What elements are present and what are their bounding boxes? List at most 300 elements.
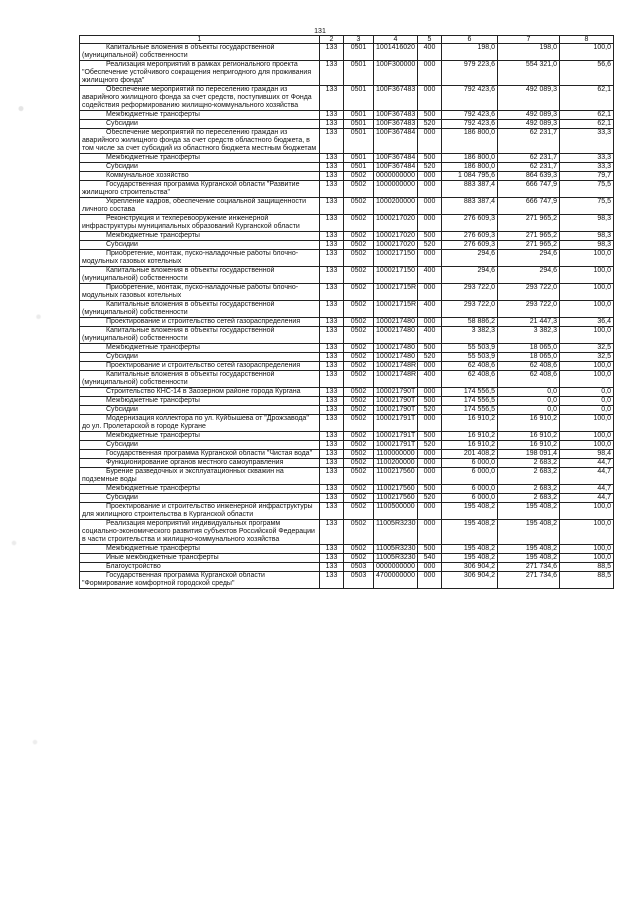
table-row <box>80 572 614 589</box>
header-cell: 8 <box>560 36 614 44</box>
table-row <box>80 415 614 432</box>
expense-type-cell: 400 <box>418 44 442 61</box>
admin-code-cell: 133 <box>320 520 344 545</box>
percent-cell: 56,6 <box>560 61 614 86</box>
row-name-cell: Субсидии <box>80 406 320 415</box>
section-code-cell: 0502 <box>344 388 374 397</box>
plan-amount-cell: 6 000,0 <box>442 468 498 485</box>
target-code-cell: 0000000000 <box>374 563 418 572</box>
plan-amount-cell: 16 910,2 <box>442 415 498 432</box>
percent-cell: 0,0 <box>560 406 614 415</box>
target-code-cell: 1000000000 <box>374 181 418 198</box>
section-code-cell: 0502 <box>344 406 374 415</box>
fact-amount-cell: 198,0 <box>498 44 560 61</box>
expense-type-cell: 520 <box>418 441 442 450</box>
header-cell: 2 <box>320 36 344 44</box>
admin-code-cell: 133 <box>320 241 344 250</box>
percent-cell: 44,7 <box>560 459 614 468</box>
expense-type-cell: 500 <box>418 111 442 120</box>
row-name-cell: Субсидии <box>80 163 320 172</box>
fact-amount-cell: 62 408,6 <box>498 362 560 371</box>
table-row <box>80 459 614 468</box>
admin-code-cell: 133 <box>320 545 344 554</box>
percent-cell: 44,7 <box>560 485 614 494</box>
section-code-cell: 0501 <box>344 86 374 111</box>
header-row <box>80 36 614 44</box>
fact-amount-cell: 62 231,7 <box>498 129 560 154</box>
expense-type-cell: 000 <box>418 198 442 215</box>
plan-amount-cell: 174 556,5 <box>442 406 498 415</box>
fact-amount-cell: 2 683,2 <box>498 494 560 503</box>
plan-amount-cell: 3 382,3 <box>442 327 498 344</box>
fact-amount-cell: 271 965,2 <box>498 232 560 241</box>
table-row <box>80 520 614 545</box>
table-row <box>80 503 614 520</box>
fact-amount-cell: 2 683,2 <box>498 468 560 485</box>
table-row <box>80 485 614 494</box>
section-code-cell: 0501 <box>344 44 374 61</box>
section-code-cell: 0502 <box>344 267 374 284</box>
section-code-cell: 0502 <box>344 301 374 318</box>
percent-cell: 62,1 <box>560 111 614 120</box>
expense-type-cell: 000 <box>418 61 442 86</box>
table-row <box>80 327 614 344</box>
admin-code-cell: 133 <box>320 172 344 181</box>
fact-amount-cell: 195 408,2 <box>498 545 560 554</box>
fact-amount-cell: 16 910,2 <box>498 432 560 441</box>
admin-code-cell: 133 <box>320 344 344 353</box>
section-code-cell: 0502 <box>344 284 374 301</box>
plan-amount-cell: 62 408,6 <box>442 371 498 388</box>
row-name-cell: Коммунальное хозяйство <box>80 172 320 181</box>
target-code-cell: 1000217020 <box>374 232 418 241</box>
plan-amount-cell: 1 084 795,6 <box>442 172 498 181</box>
target-code-cell: 1100217560 <box>374 485 418 494</box>
percent-cell: 88,5 <box>560 572 614 589</box>
expense-type-cell: 400 <box>418 267 442 284</box>
expense-type-cell: 000 <box>418 503 442 520</box>
fact-amount-cell: 195 408,2 <box>498 520 560 545</box>
table-row <box>80 362 614 371</box>
percent-cell: 100,0 <box>560 371 614 388</box>
section-code-cell: 0502 <box>344 344 374 353</box>
fact-amount-cell: 0,0 <box>498 388 560 397</box>
target-code-cell: 100F367484 <box>374 163 418 172</box>
row-name-cell: Капитальные вложения в объекты государственной (муниципальной) собственности <box>80 267 320 284</box>
admin-code-cell: 133 <box>320 86 344 111</box>
table-row <box>80 301 614 318</box>
expense-type-cell: 520 <box>418 494 442 503</box>
expense-type-cell: 400 <box>418 371 442 388</box>
plan-amount-cell: 195 408,2 <box>442 545 498 554</box>
admin-code-cell: 133 <box>320 441 344 450</box>
target-code-cell: 100021715R <box>374 284 418 301</box>
row-name-cell: Субсидии <box>80 441 320 450</box>
row-name-cell: Межбюджетные трансферты <box>80 432 320 441</box>
target-code-cell: 100021790T <box>374 397 418 406</box>
expense-type-cell: 540 <box>418 554 442 563</box>
row-name-cell: Функционирование органов местного самоуправления <box>80 459 320 468</box>
target-code-cell: 100021748R <box>374 371 418 388</box>
header-cell: 6 <box>442 36 498 44</box>
row-name-cell: Капитальные вложения в объекты государственной (муниципальной) собственности <box>80 327 320 344</box>
expense-type-cell: 000 <box>418 415 442 432</box>
fact-amount-cell: 62 231,7 <box>498 154 560 163</box>
section-code-cell: 0502 <box>344 441 374 450</box>
table-row <box>80 468 614 485</box>
target-code-cell: 1000200000 <box>374 198 418 215</box>
admin-code-cell: 133 <box>320 198 344 215</box>
expense-type-cell: 000 <box>418 172 442 181</box>
table-row <box>80 563 614 572</box>
percent-cell: 33,3 <box>560 129 614 154</box>
expense-type-cell: 520 <box>418 120 442 129</box>
expense-type-cell: 000 <box>418 284 442 301</box>
percent-cell: 32,5 <box>560 353 614 362</box>
percent-cell: 79,7 <box>560 172 614 181</box>
percent-cell: 100,0 <box>560 441 614 450</box>
scan-noise <box>0 0 70 905</box>
section-code-cell: 0503 <box>344 572 374 589</box>
plan-amount-cell: 201 408,2 <box>442 450 498 459</box>
table-row <box>80 267 614 284</box>
row-name-cell: Капитальные вложения в объекты государственной (муниципальной) собственности <box>80 44 320 61</box>
percent-cell: 100,0 <box>560 554 614 563</box>
expense-type-cell: 000 <box>418 215 442 232</box>
admin-code-cell: 133 <box>320 432 344 441</box>
admin-code-cell: 133 <box>320 250 344 267</box>
percent-cell: 100,0 <box>560 267 614 284</box>
plan-amount-cell: 16 910,2 <box>442 432 498 441</box>
plan-amount-cell: 276 609,3 <box>442 215 498 232</box>
fact-amount-cell: 62 408,6 <box>498 371 560 388</box>
admin-code-cell: 133 <box>320 301 344 318</box>
expense-type-cell: 500 <box>418 397 442 406</box>
row-name-cell: Благоустройство <box>80 563 320 572</box>
target-code-cell: 1000217480 <box>374 344 418 353</box>
target-code-cell: 1001416020 <box>374 44 418 61</box>
plan-amount-cell: 293 722,0 <box>442 284 498 301</box>
target-code-cell: 100F367483 <box>374 86 418 111</box>
expense-type-cell: 000 <box>418 86 442 111</box>
plan-amount-cell: 6 000,0 <box>442 485 498 494</box>
fact-amount-cell: 18 065,0 <box>498 344 560 353</box>
admin-code-cell: 133 <box>320 459 344 468</box>
plan-amount-cell: 186 800,0 <box>442 129 498 154</box>
percent-cell: 100,0 <box>560 415 614 432</box>
fact-amount-cell: 3 382,3 <box>498 327 560 344</box>
plan-amount-cell: 979 223,6 <box>442 61 498 86</box>
plan-amount-cell: 186 800,0 <box>442 154 498 163</box>
table-row <box>80 129 614 154</box>
target-code-cell: 1100217560 <box>374 494 418 503</box>
row-name-cell: Межбюджетные трансферты <box>80 344 320 353</box>
table-row <box>80 284 614 301</box>
table-row <box>80 163 614 172</box>
row-name-cell: Субсидии <box>80 353 320 362</box>
row-name-cell: Межбюджетные трансферты <box>80 397 320 406</box>
section-code-cell: 0502 <box>344 545 374 554</box>
plan-amount-cell: 174 556,5 <box>442 397 498 406</box>
expense-type-cell: 500 <box>418 232 442 241</box>
plan-amount-cell: 294,6 <box>442 250 498 267</box>
expense-type-cell: 000 <box>418 250 442 267</box>
target-code-cell: 100F300000 <box>374 61 418 86</box>
fact-amount-cell: 0,0 <box>498 397 560 406</box>
target-code-cell: 1000217480 <box>374 327 418 344</box>
table-row <box>80 545 614 554</box>
percent-cell: 100,0 <box>560 545 614 554</box>
table-row <box>80 432 614 441</box>
target-code-cell: 1000217480 <box>374 353 418 362</box>
fact-amount-cell: 492 089,3 <box>498 86 560 111</box>
plan-amount-cell: 792 423,6 <box>442 86 498 111</box>
fact-amount-cell: 294,6 <box>498 267 560 284</box>
percent-cell: 32,5 <box>560 344 614 353</box>
target-code-cell: 1000217020 <box>374 215 418 232</box>
admin-code-cell: 133 <box>320 362 344 371</box>
row-name-cell: Субсидии <box>80 241 320 250</box>
target-code-cell: 1000217020 <box>374 241 418 250</box>
expense-type-cell: 520 <box>418 353 442 362</box>
expense-type-cell: 000 <box>418 468 442 485</box>
fact-amount-cell: 195 408,2 <box>498 554 560 563</box>
plan-amount-cell: 58 886,2 <box>442 318 498 327</box>
row-name-cell: Обеспечение мероприятий по переселению граждан из аварийного жилищного фонда за счет средств областного бюджета, в том числе за счет субсидий из областного бюджета местным бюджетам <box>80 129 320 154</box>
plan-amount-cell: 883 387,4 <box>442 198 498 215</box>
plan-amount-cell: 62 408,6 <box>442 362 498 371</box>
admin-code-cell: 133 <box>320 154 344 163</box>
fact-amount-cell: 271 965,2 <box>498 241 560 250</box>
plan-amount-cell: 195 408,2 <box>442 503 498 520</box>
section-code-cell: 0502 <box>344 250 374 267</box>
header-cell: 1 <box>80 36 320 44</box>
plan-amount-cell: 792 423,6 <box>442 111 498 120</box>
budget-table <box>79 35 614 589</box>
header-cell: 4 <box>374 36 418 44</box>
section-code-cell: 0502 <box>344 172 374 181</box>
percent-cell: 98,3 <box>560 215 614 232</box>
plan-amount-cell: 883 387,4 <box>442 181 498 198</box>
expense-type-cell: 500 <box>418 432 442 441</box>
percent-cell: 100,0 <box>560 250 614 267</box>
section-code-cell: 0503 <box>344 563 374 572</box>
percent-cell: 100,0 <box>560 520 614 545</box>
row-name-cell: Межбюджетные трансферты <box>80 154 320 163</box>
percent-cell: 100,0 <box>560 44 614 61</box>
row-name-cell: Обеспечение мероприятий по переселению граждан из аварийного жилищного фонда за счет средств, поступивших от Фонда содействия реформированию жилищно-коммунального хозяйства <box>80 86 320 111</box>
section-code-cell: 0502 <box>344 327 374 344</box>
percent-cell: 44,7 <box>560 468 614 485</box>
admin-code-cell: 133 <box>320 450 344 459</box>
plan-amount-cell: 6 000,0 <box>442 459 498 468</box>
percent-cell: 100,0 <box>560 301 614 318</box>
percent-cell: 100,0 <box>560 284 614 301</box>
table-row <box>80 554 614 563</box>
fact-amount-cell: 666 747,9 <box>498 198 560 215</box>
expense-type-cell: 000 <box>418 318 442 327</box>
row-name-cell: Приобретение, монтаж, пуско-наладочные работы блочно-модульных газовых котельных <box>80 250 320 267</box>
admin-code-cell: 133 <box>320 111 344 120</box>
admin-code-cell: 133 <box>320 371 344 388</box>
fact-amount-cell: 21 447,3 <box>498 318 560 327</box>
target-code-cell: 100021790T <box>374 406 418 415</box>
row-name-cell: Иные межбюджетные трансферты <box>80 554 320 563</box>
table-row <box>80 353 614 362</box>
fact-amount-cell: 294,6 <box>498 250 560 267</box>
target-code-cell: 11005R3230 <box>374 554 418 563</box>
plan-amount-cell: 195 408,2 <box>442 554 498 563</box>
plan-amount-cell: 55 503,9 <box>442 344 498 353</box>
target-code-cell: 1000217150 <box>374 250 418 267</box>
section-code-cell: 0502 <box>344 198 374 215</box>
target-code-cell: 1000217150 <box>374 267 418 284</box>
plan-amount-cell: 198,0 <box>442 44 498 61</box>
admin-code-cell: 133 <box>320 388 344 397</box>
expense-type-cell: 000 <box>418 520 442 545</box>
plan-amount-cell: 195 408,2 <box>442 520 498 545</box>
section-code-cell: 0502 <box>344 520 374 545</box>
section-code-cell: 0502 <box>344 241 374 250</box>
table-row <box>80 232 614 241</box>
section-code-cell: 0501 <box>344 154 374 163</box>
table-row <box>80 86 614 111</box>
plan-amount-cell: 792 423,6 <box>442 120 498 129</box>
table-row <box>80 172 614 181</box>
table-row <box>80 450 614 459</box>
section-code-cell: 0502 <box>344 459 374 468</box>
section-code-cell: 0501 <box>344 163 374 172</box>
admin-code-cell: 133 <box>320 503 344 520</box>
page-number: 131 <box>314 28 326 35</box>
admin-code-cell: 133 <box>320 485 344 494</box>
row-name-cell: Модернизация коллектора по ул. Куйбышева от "Дрожзавода" до ул. Пролетарской в городе Кургане <box>80 415 320 432</box>
admin-code-cell: 133 <box>320 61 344 86</box>
expense-type-cell: 000 <box>418 388 442 397</box>
expense-type-cell: 500 <box>418 154 442 163</box>
expense-type-cell: 000 <box>418 563 442 572</box>
fact-amount-cell: 492 089,3 <box>498 111 560 120</box>
target-code-cell: 100021748R <box>374 362 418 371</box>
admin-code-cell: 133 <box>320 120 344 129</box>
target-code-cell: 100F367483 <box>374 111 418 120</box>
section-code-cell: 0501 <box>344 61 374 86</box>
plan-amount-cell: 186 800,0 <box>442 163 498 172</box>
section-code-cell: 0502 <box>344 503 374 520</box>
plan-amount-cell: 276 609,3 <box>442 241 498 250</box>
row-name-cell: Проектирование и строительство сетей газораспределения <box>80 318 320 327</box>
header-cell: 3 <box>344 36 374 44</box>
table-row <box>80 120 614 129</box>
section-code-cell: 0501 <box>344 129 374 154</box>
section-code-cell: 0502 <box>344 485 374 494</box>
target-code-cell: 100021715R <box>374 301 418 318</box>
percent-cell: 0,0 <box>560 397 614 406</box>
fact-amount-cell: 16 910,2 <box>498 441 560 450</box>
row-name-cell: Межбюджетные трансферты <box>80 111 320 120</box>
admin-code-cell: 133 <box>320 318 344 327</box>
header-cell: 7 <box>498 36 560 44</box>
table-row <box>80 397 614 406</box>
fact-amount-cell: 864 639,3 <box>498 172 560 181</box>
target-code-cell: 100021790T <box>374 388 418 397</box>
section-code-cell: 0502 <box>344 554 374 563</box>
admin-code-cell: 133 <box>320 129 344 154</box>
expense-type-cell: 520 <box>418 163 442 172</box>
row-name-cell: Реконструкция и техперевооружение инженерной инфраструктуры муниципальных образований Курганской области <box>80 215 320 232</box>
percent-cell: 100,0 <box>560 432 614 441</box>
section-code-cell: 0502 <box>344 450 374 459</box>
plan-amount-cell: 293 722,0 <box>442 301 498 318</box>
table-row <box>80 406 614 415</box>
expense-type-cell: 000 <box>418 459 442 468</box>
target-code-cell: 1100217560 <box>374 468 418 485</box>
fact-amount-cell: 2 683,2 <box>498 485 560 494</box>
admin-code-cell: 133 <box>320 415 344 432</box>
target-code-cell: 11005R3230 <box>374 520 418 545</box>
percent-cell: 98,3 <box>560 232 614 241</box>
percent-cell: 100,0 <box>560 327 614 344</box>
row-name-cell: Строительство КНС-14 в Заозерном районе города Кургана <box>80 388 320 397</box>
percent-cell: 75,5 <box>560 181 614 198</box>
section-code-cell: 0502 <box>344 232 374 241</box>
table-row <box>80 61 614 86</box>
admin-code-cell: 133 <box>320 181 344 198</box>
row-name-cell: Приобретение, монтаж, пуско-наладочные работы блочно-модульных газовых котельных <box>80 284 320 301</box>
admin-code-cell: 133 <box>320 353 344 362</box>
admin-code-cell: 133 <box>320 215 344 232</box>
row-name-cell: Межбюджетные трансферты <box>80 485 320 494</box>
admin-code-cell: 133 <box>320 163 344 172</box>
section-code-cell: 0501 <box>344 111 374 120</box>
row-name-cell: Реализация мероприятий в рамках регионального проекта "Обеспечение устойчивого сокращения непригодного для проживания жилищного фонда" <box>80 61 320 86</box>
fact-amount-cell: 492 089,3 <box>498 120 560 129</box>
table-row <box>80 494 614 503</box>
table-row <box>80 44 614 61</box>
percent-cell: 33,3 <box>560 154 614 163</box>
fact-amount-cell: 554 321,0 <box>498 61 560 86</box>
admin-code-cell: 133 <box>320 554 344 563</box>
target-code-cell: 4700000000 <box>374 572 418 589</box>
fact-amount-cell: 0,0 <box>498 406 560 415</box>
percent-cell: 100,0 <box>560 503 614 520</box>
row-name-cell: Реализация мероприятий индивидуальных программ социально-экономического развития субъектов Российской Федерации в части строительства и жилищно-коммунального хозяйства <box>80 520 320 545</box>
plan-amount-cell: 294,6 <box>442 267 498 284</box>
admin-code-cell: 133 <box>320 284 344 301</box>
admin-code-cell: 133 <box>320 468 344 485</box>
admin-code-cell: 133 <box>320 572 344 589</box>
expense-type-cell: 500 <box>418 485 442 494</box>
target-code-cell: 1100200000 <box>374 459 418 468</box>
section-code-cell: 0502 <box>344 468 374 485</box>
plan-amount-cell: 55 503,9 <box>442 353 498 362</box>
fact-amount-cell: 271 965,2 <box>498 215 560 232</box>
admin-code-cell: 133 <box>320 397 344 406</box>
fact-amount-cell: 271 734,6 <box>498 572 560 589</box>
target-code-cell: 0000000000 <box>374 172 418 181</box>
percent-cell: 100,0 <box>560 362 614 371</box>
table-row <box>80 198 614 215</box>
section-code-cell: 0502 <box>344 415 374 432</box>
admin-code-cell: 133 <box>320 327 344 344</box>
row-name-cell: Субсидии <box>80 494 320 503</box>
admin-code-cell: 133 <box>320 406 344 415</box>
percent-cell: 98,3 <box>560 241 614 250</box>
percent-cell: 36,4 <box>560 318 614 327</box>
plan-amount-cell: 6 000,0 <box>442 494 498 503</box>
fact-amount-cell: 293 722,0 <box>498 301 560 318</box>
expense-type-cell: 000 <box>418 572 442 589</box>
